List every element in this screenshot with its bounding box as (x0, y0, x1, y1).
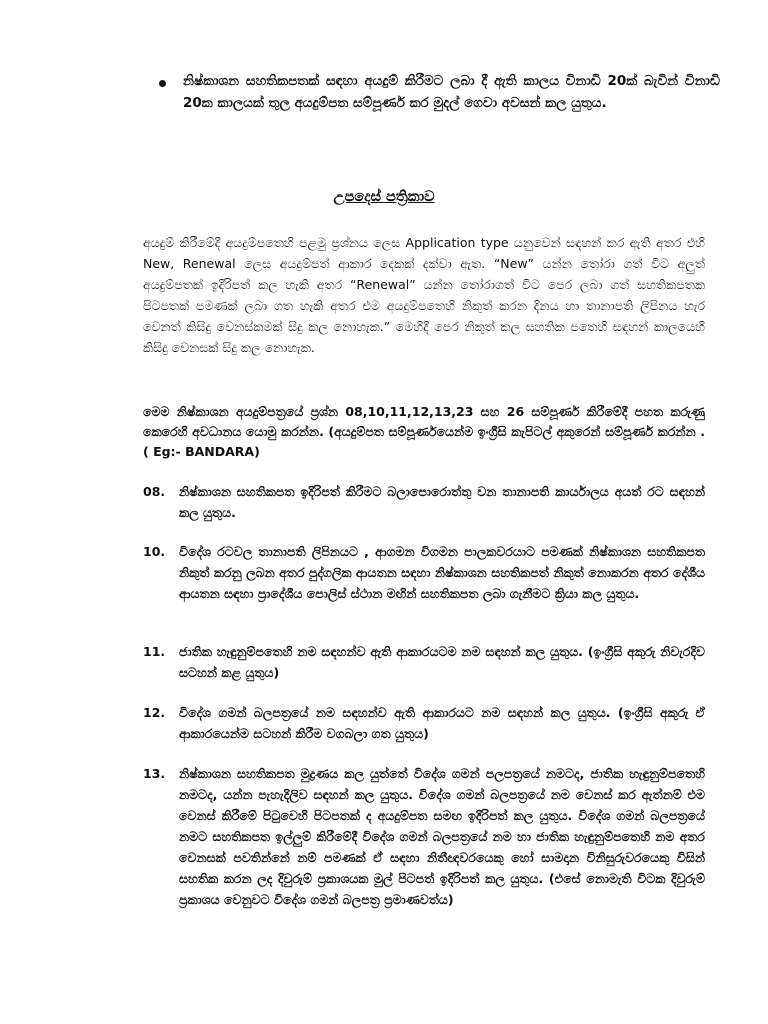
item-number: 11. (143, 644, 166, 659)
numbered-item-13 (143, 763, 705, 910)
item-text: නිෂ්කාශන සහතිකපත ඉදිරිපත් කිරීමට බලාපොරොත්තු වන තානාපති කාර්යාලය අයත් රට සඳහන් කල යුතුය. (179, 484, 705, 520)
item-number: 13. (143, 766, 166, 781)
item-number: 12. (143, 705, 166, 720)
item-number: 08. (143, 484, 166, 499)
item-text: විදේශ රටවල තානාපති ලිපිනයට , ආගමන විගමන පාලකවරයාට පමණක් නිෂ්කාශන සහතිකපත නිකුත් කරනු ලබන අතර පුද්ගලික ආයතන සඳහා නිෂ්කාශන සහතිකපත් නිකුත් නොකරන අතර දේශීය ආයතන සඳහා ප්‍රාදේශීය පොලිස් ස්ථාන මඟින් සහතිකපත ලබා ගැනීමට ක්‍රියා කල යුතුය. (179, 544, 705, 601)
bullet-item (160, 70, 720, 114)
item-text: නිෂ්කාශන සහතිකපත මුද්‍රණය කල යුත්තේ විදේශ ගමන් පලපත්‍රයේ නමටද, ජාතික හැඳුනුම්පතෙහි නමටද, යන්න පැහැදිලිව සඳහන් කල යුතුය. විදේශ ගමන් බලපත්‍රයේ නම වෙනස් කර ඇත්නම් එම වෙනස් කිරීමේ පිටුවෙහි පිටපතක් ද අයදුම්පත සමඟ ඉදිරිපත් කල යුතුය. විදේශ ගමන් බලපත්‍රයේ නමට සහතිකපත ඉල්ලුම් කිරීමේදී විදේශ ගමන් බලපත්‍රයේ නම හා ජාතික හැඳුනුම්පතෙහි නම අතර වෙනසක් පවතින්නේ නම් පමණක් ඒ සඳහා නිතීඥවරයෙකු හෝ සාමදාන විනිසුරුවරයෙකු විසින් සහතික කරන ලද දිවුරුම් ප්‍රකාශයක මුල් පිටපත් ඉදිරිපත් කල යුතුය. (එසේ නොමැති විටක දිවුරුම් ප්‍රකාශය වෙනුවට විදේශ ගමන් බලපත්‍ර ප්‍රමාණවත්ය) (179, 766, 705, 907)
item-text: විදේශ ගමන් බලපත්‍රයේ නම සඳහන්ව ඇති ආකාරයට නම සඳහන් කල යුතුය. (ඉංග්‍රීසි අකුරු ඒ ආකාරයෙන්ම සටහන් කිරීම වගබලා ගත යුතුය) (179, 705, 705, 741)
numbered-item-12 (143, 702, 705, 744)
bullet-marker (159, 80, 166, 87)
instructions-heading: උපදෙස් පත්‍රිකාව (333, 189, 435, 205)
numbered-item-11 (143, 641, 705, 683)
item-text: ජාතික හැඳුනුම්පතෙහි නම සඳහන්ව ඇති ආකාරයටම නම සඳහන් කල යුතුය. (ඉංග්‍රීසි අකුරු නිවැරදිව සටහන් කළ යුතුය) (179, 644, 705, 680)
questions-paragraph: මෙම නිෂ්කාශන අයදුම්පත්‍රයේ ප්‍රශ්න 08,10,11,12,13,23 සහ 26 සම්පූර්ණ කිරීමේදී පහත කරුණු කෙරෙහි අවධානය යොමු කරන්න. (අයදුම්පත සම්පූර්ණයෙන්ම ඉංග්‍රීසි කැපිටල් අකුරෙන් සම්පූර්ණ කරන්න . ( Eg:- BANDARA) (143, 404, 705, 459)
numbered-item-08 (143, 481, 705, 523)
numbered-item-10 (143, 541, 705, 604)
item-number: 10. (143, 544, 166, 559)
bullet-text: නිෂ්කාශන සහතිකපතක් සඳහා අයදුම් කිරීමට ලබා දී ඇති කාලය විනාඩි 20ක් බැවින් විනාඩි 20ක කාලයක් තුල අයදුම්පත සම්පූර්ණ කර මුදල් ගෙවා අවසන් කල යුතුය. (183, 73, 720, 111)
intro-paragraph: අයදුම් කිරීමේදී අයදුම්පතෙහි පළමු ප්‍රශ්නය ලෙස Application type යනුවෙන් සඳහන් කර ඇති අතර එහි New, Renewal ලෙස අයදුම්පත් ආකාර දෙකක් දක්වා ඇත. “New” යන්න තෝරා ගත් විට අලුත් අයදුම්පතක් ඉදිරිපත් කල හැකි අතර “Renewal” යන්න තෝරාගත් විට පෙර ලබා ගත් සහතිකපතක පිටපතක් පමණක් ලබා ගත හැකි අතර එම අයදුම්පතෙහි නිකුත් කරන දිනය හා තානාපති ලිපිනය හැර වෙනත් කිසිදු වෙනස්කමක් සිදු කල නොහැක.” මෙහිදී පෙර නිකුත් කල සහතික පතෙහි සඳහන් කාලයෙහි කිසිදු වෙනසක් සිදු කල නොහැක. (143, 235, 705, 355)
